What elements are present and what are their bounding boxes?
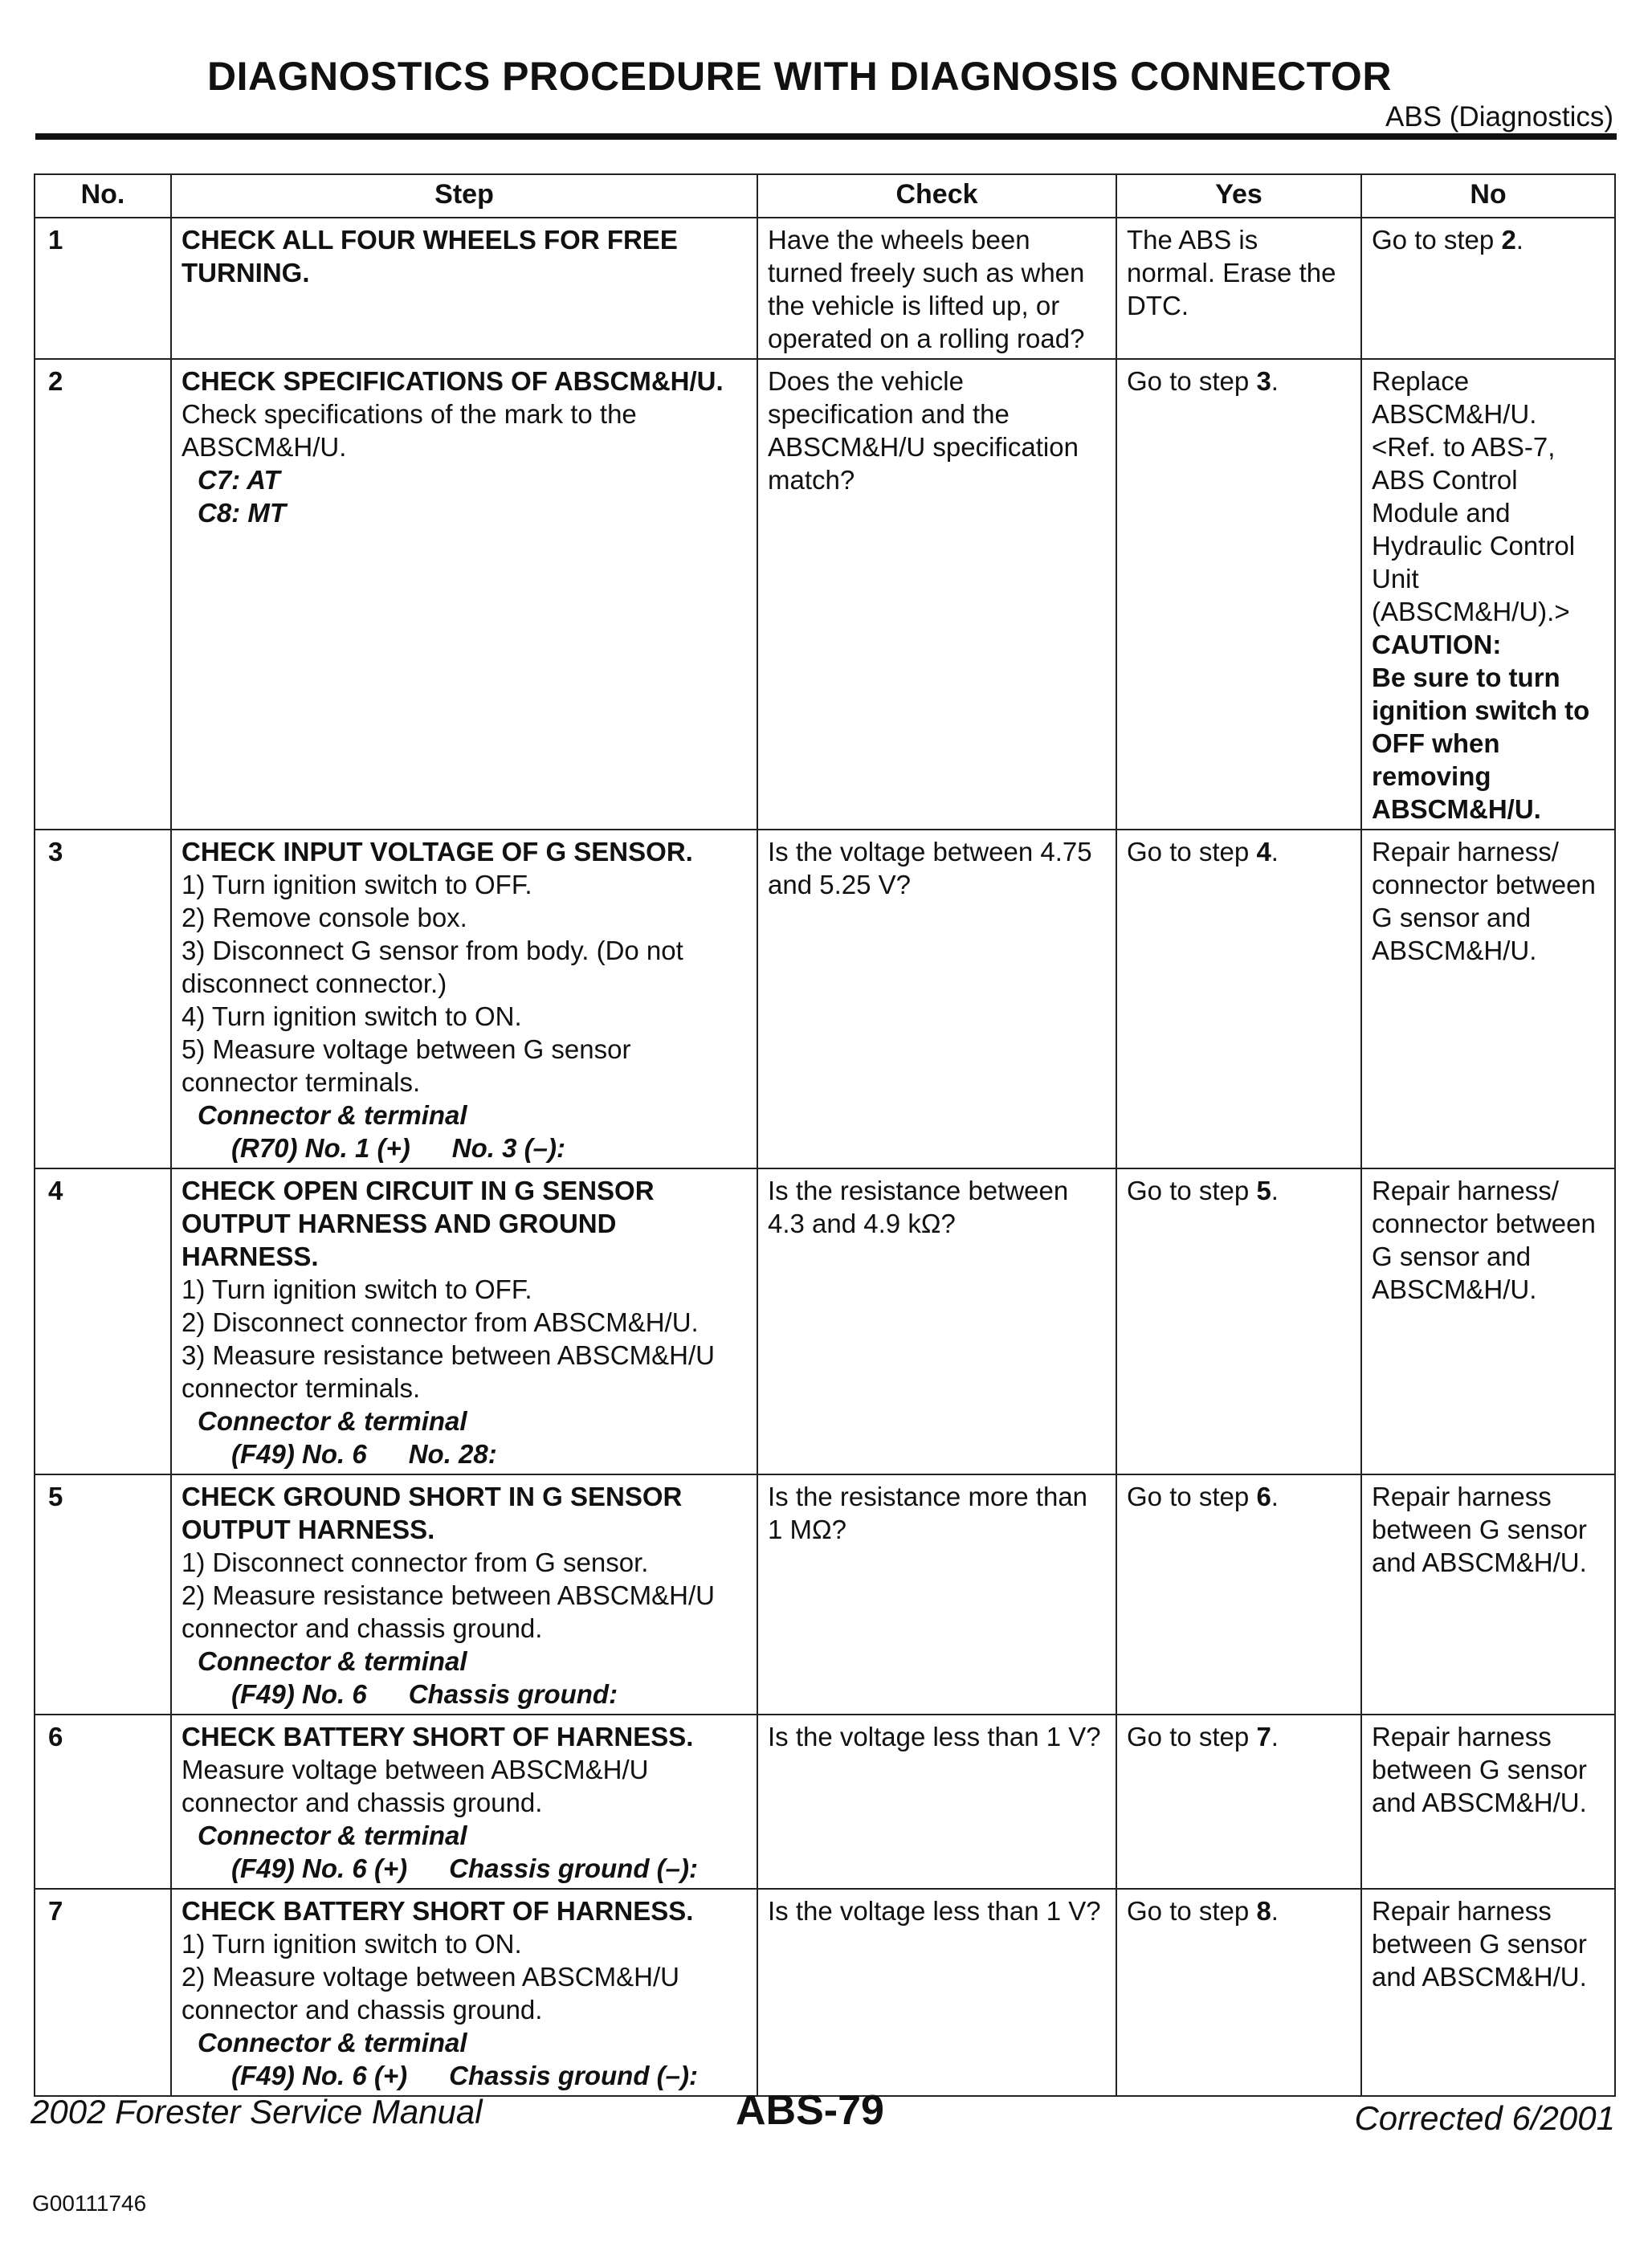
col-header-yes: Yes — [1116, 174, 1361, 218]
connector-b: Chassis ground (–): — [449, 2061, 698, 2090]
step-title: CHECK BATTERY SHORT OF HARNESS. — [182, 1722, 694, 1751]
connector-a: (F49) No. 6 — [231, 1679, 367, 1709]
step-cell — [171, 1715, 757, 1889]
step-instruction: 2) Remove console box. — [182, 903, 467, 932]
step-instruction: 1) Turn ignition switch to ON. — [182, 1929, 522, 1959]
connector-label: Connector & terminal — [198, 1100, 467, 1130]
spec-code: C8: MT — [198, 498, 286, 528]
step-title: CHECK INPUT VOLTAGE OF G SENSOR. — [182, 837, 693, 867]
check-cell: Is the resistance between 4.3 and 4.9 kΩ? — [757, 1168, 1116, 1474]
connector-terminal — [182, 1852, 748, 1885]
table-row — [35, 830, 1615, 1168]
yes-text: Go to step — [1127, 1176, 1257, 1205]
connector-label: Connector & terminal — [198, 2028, 467, 2057]
yes-cell — [1116, 830, 1361, 1168]
step-title: CHECK SPECIFICATIONS OF ABSCM&H/U. — [182, 366, 724, 396]
connector-terminal — [182, 2059, 748, 2092]
yes-cell — [1116, 359, 1361, 830]
step-cell — [171, 1889, 757, 2096]
table-header-row — [35, 174, 1615, 218]
step-cell — [171, 830, 757, 1168]
yes-suffix: . — [1271, 1176, 1279, 1205]
yes-text: Go to step — [1127, 837, 1257, 867]
caution-text: Be sure to turn ignition switch to OFF when removing ABSCM&H/U. — [1372, 663, 1590, 824]
connector-b: No. 3 (–): — [451, 1133, 565, 1163]
goto-step-number: 2 — [1501, 225, 1516, 255]
yes-suffix: . — [1271, 366, 1279, 396]
diagnostics-table — [34, 173, 1616, 2097]
step-instruction: 2) Disconnect connector from ABSCM&H/U. — [182, 1307, 699, 1337]
step-title: CHECK GROUND SHORT IN G SENSOR OUTPUT HARNESS. — [182, 1482, 683, 1544]
step-cell — [171, 359, 757, 830]
row-number: 1 — [35, 218, 171, 359]
no-suffix: . — [1515, 225, 1524, 255]
step-instruction: 1) Turn ignition switch to OFF. — [182, 1274, 532, 1304]
connector-a: (R70) No. 1 (+) — [231, 1133, 410, 1163]
page-number: ABS-79 — [736, 2087, 884, 2134]
yes-text: Go to step — [1127, 1482, 1257, 1511]
table-row — [35, 359, 1615, 830]
connector-a: (F49) No. 6 — [231, 1439, 367, 1469]
goto-step-number: 7 — [1256, 1722, 1271, 1751]
step-instruction: 2) Measure voltage between ABSCM&H/U connector and chassis ground. — [182, 1962, 679, 2025]
document-id: G00111746 — [32, 2191, 147, 2216]
yes-cell — [1116, 1168, 1361, 1474]
table-row — [35, 1168, 1615, 1474]
caution-label: CAUTION: — [1372, 630, 1502, 659]
col-header-no-result: No — [1361, 174, 1615, 218]
no-cell — [1361, 359, 1615, 830]
connector-a: (F49) No. 6 (+) — [231, 1853, 408, 1883]
table-row — [35, 1889, 1615, 2096]
manual-name: 2002 Forester Service Manual — [31, 2093, 483, 2131]
connector-label: Connector & terminal — [198, 1821, 467, 1850]
table-row — [35, 1715, 1615, 1889]
yes-cell — [1116, 1715, 1361, 1889]
goto-step-number: 5 — [1256, 1176, 1271, 1205]
no-cell: Repair harness/ connector between G sensor and ABSCM&H/U. — [1361, 1168, 1615, 1474]
step-title: CHECK OPEN CIRCUIT IN G SENSOR OUTPUT HARNESS AND GROUND HARNESS. — [182, 1176, 655, 1271]
no-cell: Repair harness between G sensor and ABSCM&H/U. — [1361, 1889, 1615, 2096]
row-number: 3 — [35, 830, 171, 1168]
check-cell: Does the vehicle specification and the ABSCM&H/U specification match? — [757, 359, 1116, 830]
step-instruction: Check specifications of the mark to the ABSCM&H/U. — [182, 399, 637, 462]
connector-label: Connector & terminal — [198, 1646, 467, 1676]
step-cell — [171, 1474, 757, 1715]
yes-text: Go to step — [1127, 366, 1257, 396]
goto-step-number: 6 — [1256, 1482, 1271, 1511]
yes-cell: The ABS is normal. Erase the DTC. — [1116, 218, 1361, 359]
yes-suffix: . — [1271, 1722, 1279, 1751]
yes-text: Go to step — [1127, 1896, 1257, 1926]
row-number: 5 — [35, 1474, 171, 1715]
step-instruction: 3) Measure resistance between ABSCM&H/U connector terminals. — [182, 1340, 715, 1403]
col-header-step: Step — [171, 174, 757, 218]
goto-step-number: 4 — [1256, 837, 1271, 867]
yes-cell — [1116, 1889, 1361, 2096]
connector-b: Chassis ground: — [408, 1679, 618, 1709]
connector-b: Chassis ground (–): — [449, 1853, 698, 1883]
check-cell: Have the wheels been turned freely such as when the vehicle is lifted up, or operated on a rolling road? — [757, 218, 1116, 359]
yes-cell — [1116, 1474, 1361, 1715]
connector-terminal — [182, 1437, 748, 1470]
step-cell — [171, 218, 757, 359]
connector-label: Connector & terminal — [198, 1406, 467, 1436]
no-text: Go to step — [1372, 225, 1502, 255]
check-cell: Is the voltage less than 1 V? — [757, 1715, 1116, 1889]
row-number: 4 — [35, 1168, 171, 1474]
col-header-no: No. — [35, 174, 171, 218]
step-instruction: 4) Turn ignition switch to ON. — [182, 1001, 522, 1031]
row-number: 6 — [35, 1715, 171, 1889]
connector-a: (F49) No. 6 (+) — [231, 2061, 408, 2090]
step-title: CHECK ALL FOUR WHEELS FOR FREE TURNING. — [182, 225, 678, 287]
goto-step-number: 3 — [1256, 366, 1271, 396]
step-title: CHECK BATTERY SHORT OF HARNESS. — [182, 1896, 694, 1926]
step-instruction: 5) Measure voltage between G sensor connector terminals. — [182, 1034, 631, 1097]
section-subtitle: ABS (Diagnostics) — [1385, 101, 1613, 133]
step-instruction: Measure voltage between ABSCM&H/U connector and chassis ground. — [182, 1755, 649, 1817]
no-cell: Repair harness between G sensor and ABSCM&H/U. — [1361, 1715, 1615, 1889]
step-instruction: 1) Turn ignition switch to OFF. — [182, 870, 532, 899]
check-cell: Is the resistance more than 1 MΩ? — [757, 1474, 1116, 1715]
step-instruction: 2) Measure resistance between ABSCM&H/U connector and chassis ground. — [182, 1580, 715, 1643]
row-number: 2 — [35, 359, 171, 830]
col-header-check: Check — [757, 174, 1116, 218]
correction-date: Corrected 6/2001 — [1354, 2099, 1615, 2137]
header-rule — [35, 133, 1617, 140]
table-row — [35, 218, 1615, 359]
connector-terminal — [182, 1678, 748, 1711]
row-number: 7 — [35, 1889, 171, 2096]
connector-b: No. 28: — [408, 1439, 497, 1469]
step-cell — [171, 1168, 757, 1474]
step-instruction: 3) Disconnect G sensor from body. (Do not disconnect connector.) — [182, 936, 683, 998]
check-cell: Is the voltage less than 1 V? — [757, 1889, 1116, 2096]
yes-text: Go to step — [1127, 1722, 1257, 1751]
yes-suffix: . — [1271, 837, 1279, 867]
step-instruction: 1) Disconnect connector from G sensor. — [182, 1548, 649, 1577]
spec-code: C7: AT — [198, 465, 280, 495]
goto-step-number: 8 — [1256, 1896, 1271, 1926]
yes-suffix: . — [1271, 1482, 1279, 1511]
connector-terminal — [182, 1132, 748, 1164]
no-cell: Repair harness between G sensor and ABSCM&H/U. — [1361, 1474, 1615, 1715]
table-row — [35, 1474, 1615, 1715]
no-cell — [1361, 218, 1615, 359]
page-title: DIAGNOSTICS PROCEDURE WITH DIAGNOSIS CONNECTOR — [207, 54, 1392, 99]
no-cell: Repair harness/ connector between G sensor and ABSCM&H/U. — [1361, 830, 1615, 1168]
yes-suffix: . — [1271, 1896, 1279, 1926]
no-text: Replace ABSCM&H/U. <Ref. to ABS-7, ABS Control Module and Hydraulic Control Unit (ABSCM&H/U).> — [1372, 366, 1576, 626]
check-cell: Is the voltage between 4.75 and 5.25 V? — [757, 830, 1116, 1168]
